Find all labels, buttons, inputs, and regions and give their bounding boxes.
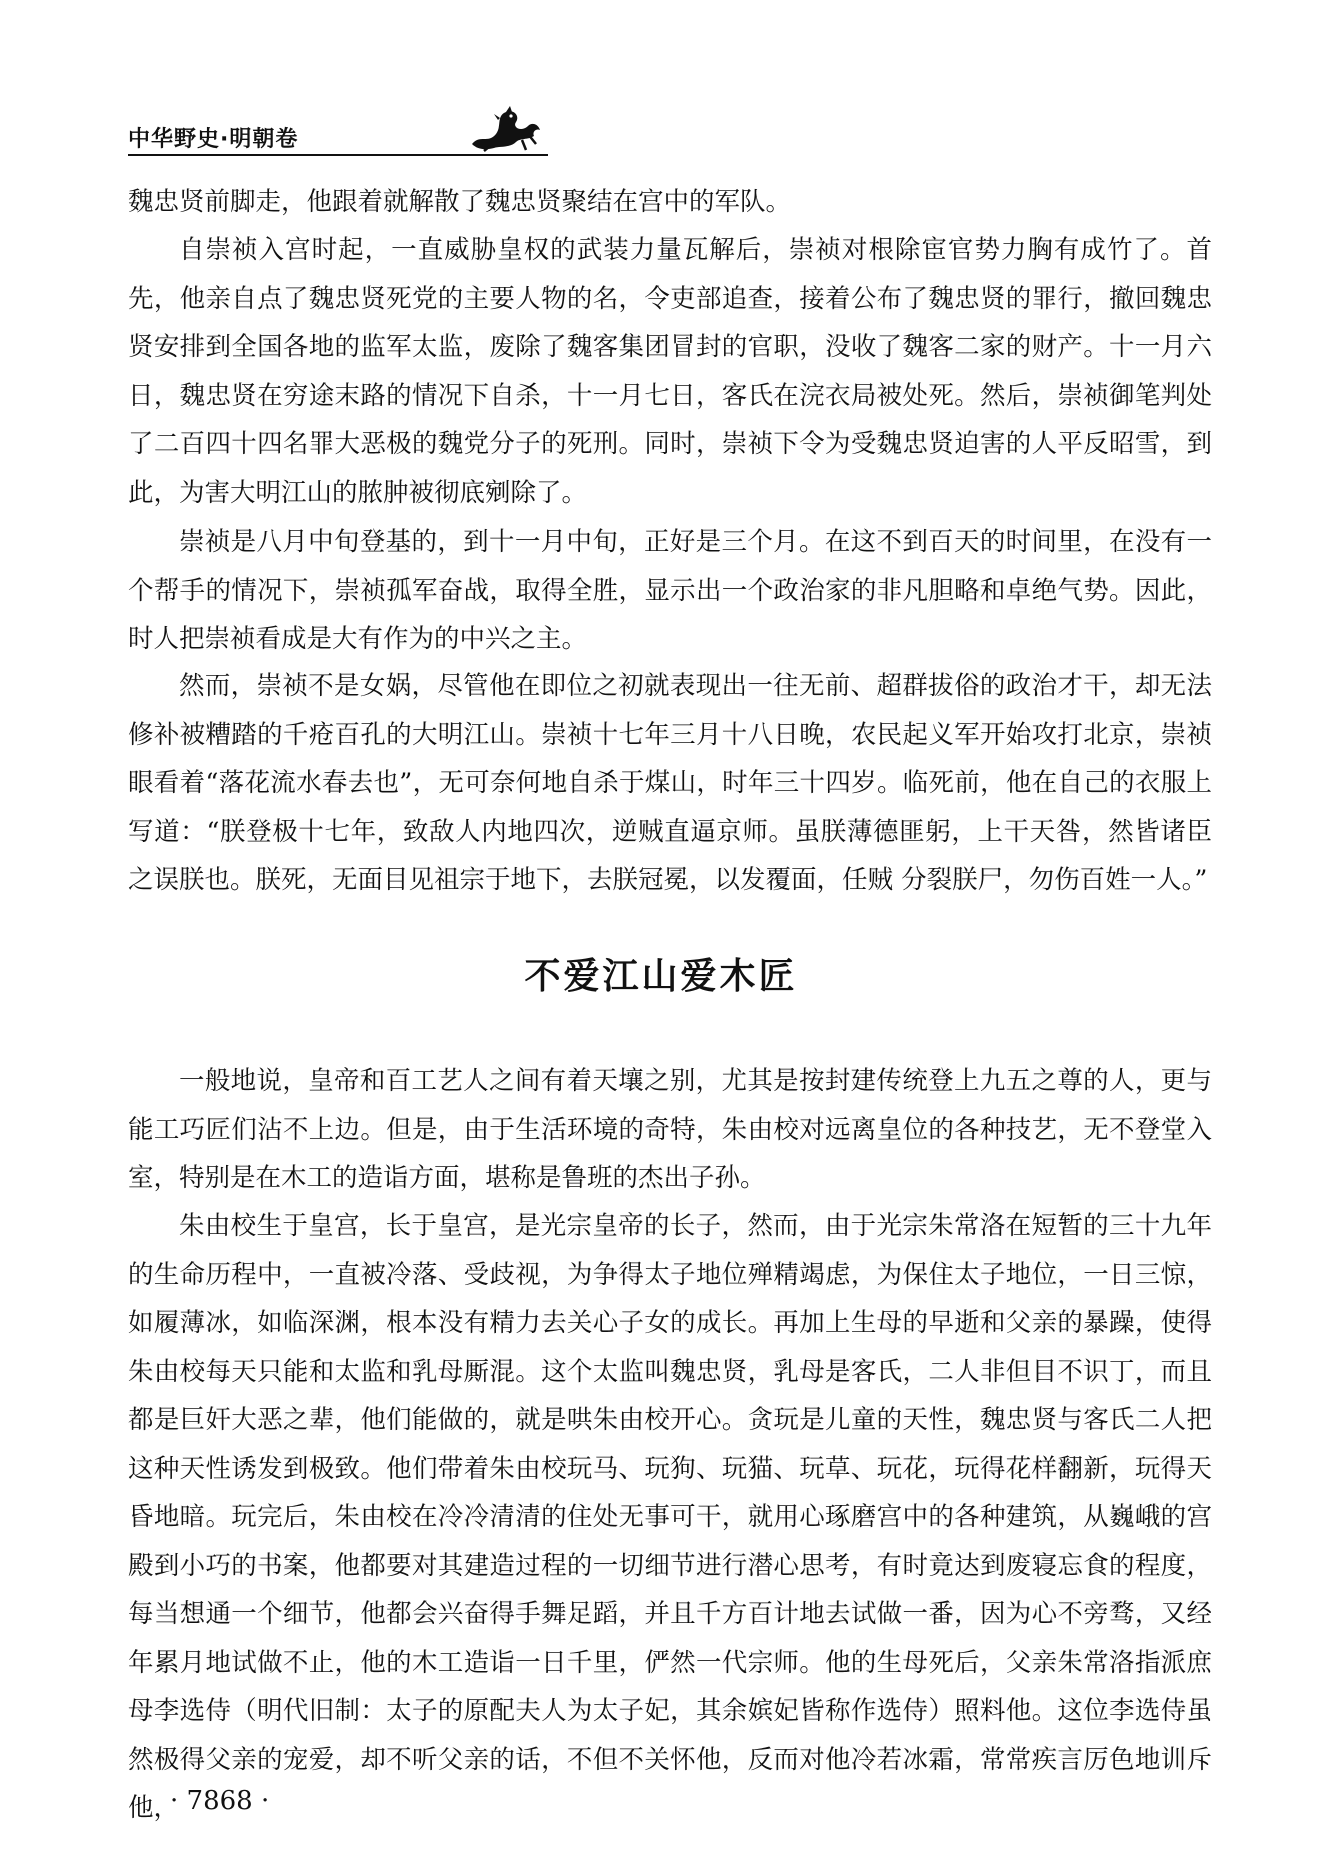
section-title: 不爱江山爱木匠 (524, 956, 798, 997)
page-number: · 7868 · (170, 1786, 270, 1816)
paragraph: 朱由校生于皇宫，长于皇宫，是光宗皇帝的长子，然而，由于光宗朱常洛在短暂的三十九年的生命历程中，一直被冷落、受歧视，为争得太子地位殚精竭虑，为保住太子地位，一日三惊，如履薄冰，如临深渊，根本没有精力去关心子女的成长。再加上生母的早逝和父亲的暴躁，使得朱由校每天只能和太监和乳母厮混。这个太监叫魏忠贤，乳母是客氏，二人非但目不识丁，而且都是巨奸大恶之辈，他们能做的，就是哄朱由校开心。贪玩是儿童的天性，魏忠贤与客氏二人把这种天性诱发到极致。他们带着朱由校玩马、玩狗、玩猫、玩草、玩花，玩得花样翻新，玩得天昏地暗。玩完后，朱由校在冷冷清清的住处无事可干，就用心琢磨宫中的各种建筑，从巍峨的宫殿到小巧的书案，他都要对其建造过程的一切细节进行潜心思考，有时竟达到废寝忘食的程度，每当想通一个细节，他都会兴奋得手舞足蹈，并且千方百计地去试做一番，因为心不旁骛，又经年累月地试做不止，他的木工造诣一日千里，俨然一代宗师。他的生母死后，父亲朱常洛指派庶母李选侍（明代旧制：太子的原配夫人为太子妃，其余嫔妃皆称作选侍）照料他。这位李选侍虽然极得父亲的宠爱，却不听父亲的话，不但不关怀他，反而对他冷若冰霜，常常疾言厉色地训斥他， (128, 1211, 1212, 1823)
paragraph: 一般地说，皇帝和百工艺人之间有着天壤之别，尤其是按封建传统登上九五之尊的人，更与能工巧匠们沾不上边。但是，由于生活环境的奇特，朱由校对远离皇位的各种技艺，无不登堂入室，特别是在木工的造诣方面，堪称是鲁班的杰出子孙。 (128, 1066, 1212, 1193)
paragraph: 崇祯是八月中旬登基的，到十一月中旬，正好是三个月。在这不到百天的时间里，在没有一个帮手的情况下，崇祯孤军奋战，取得全胜，显示出一个政治家的非凡胆略和卓绝气势。因此，时人把崇祯看成是大有作为的中兴之主。 (128, 527, 1212, 654)
book-title: 中华野史·明朝卷 (128, 127, 299, 152)
paragraph: 魏忠贤前脚走，他跟着就解散了魏忠贤聚结在宫中的军队。 (128, 187, 792, 217)
paragraph: 自崇祯入宫时起，一直威胁皇权的武装力量瓦解后，崇祯对根除宦官势力胸有成竹了。首先，他亲自点了魏忠贤死党的主要人物的名，令吏部追查，接着公布了魏忠贤的罪行，撤回魏忠贤安排到全国各地的监军太监，废除了魏客集团冒封的官职，没收了魏客二家的财产。十一月六日，魏忠贤在穷途末路的情况下自杀，十一月七日，客氏在浣衣局被处死。然后，崇祯御笔判处了二百四十四名罪大恶极的魏党分子的死刑。同时，崇祯下令为受魏忠贤迫害的人平反昭雪，到此，为害大明江山的脓肿被彻底剜除了。 (128, 235, 1212, 508)
dragon-icon (466, 104, 546, 152)
header-rule (128, 154, 548, 156)
running-header (128, 104, 548, 164)
paragraph: 然而，崇祯不是女娲，尽管他在即位之初就表现出一往无前、超群拔俗的政治才干，却无法修补被糟踏的千疮百孔的大明江山。崇祯十七年三月十八日晚，农民起义军开始攻打北京，崇祯眼看着“落花流水春去也”，无可奈何地自杀于煤山，时年三十四岁。临死前，他在自己的衣服上写道：“朕登极十七年，致敌人内地四次，逆贼直逼京师。虽朕薄德匪躬，上干天咎，然皆诸臣之误朕也。朕死，无面目见祖宗于地下，去朕冠冕，以发覆面，任贼 分裂朕尸，勿伤百姓一人。” (128, 671, 1212, 895)
